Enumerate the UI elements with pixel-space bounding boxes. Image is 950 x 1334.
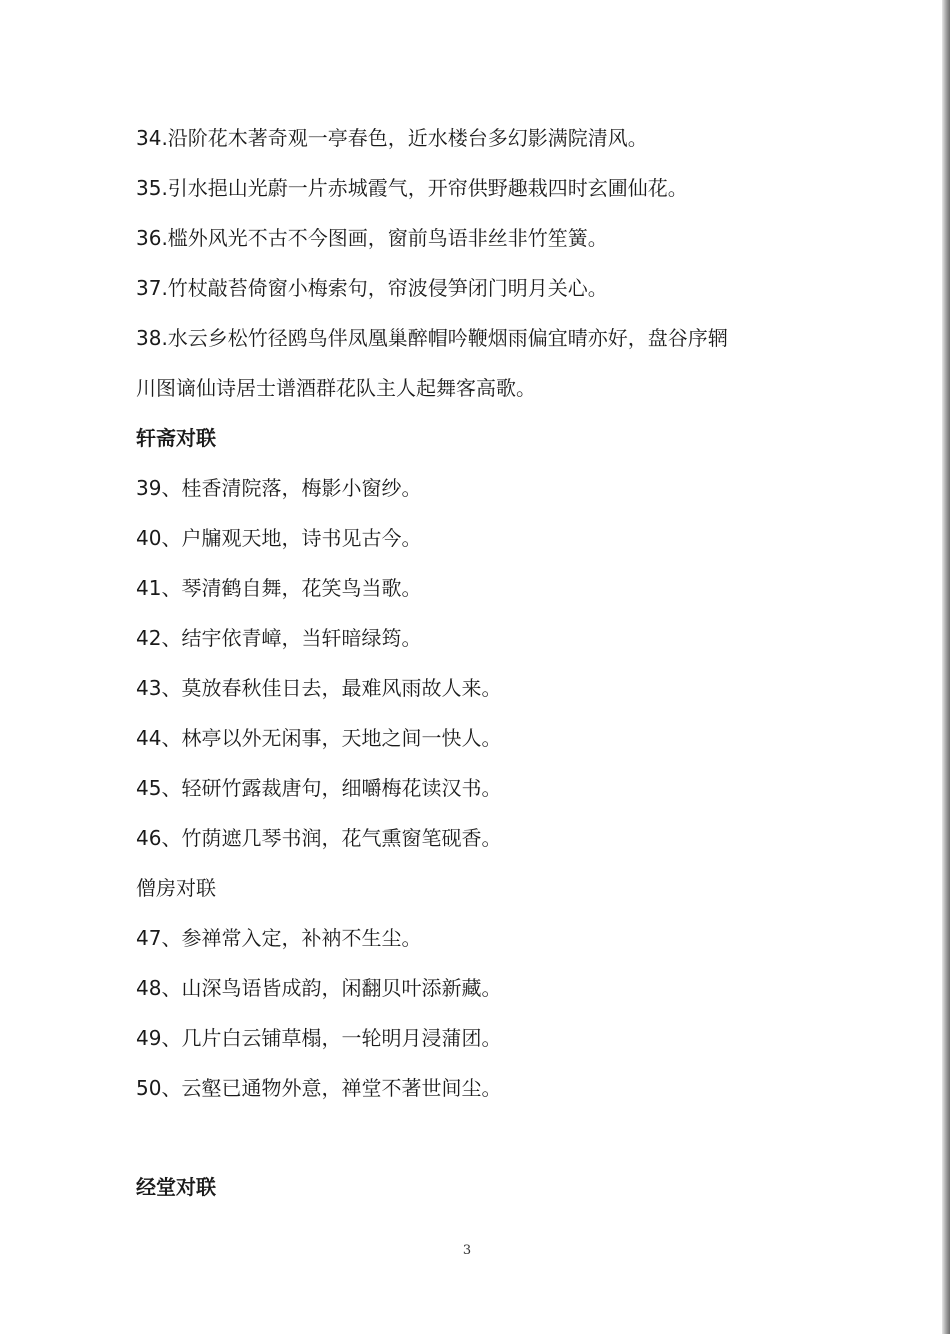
section-heading: 僧房对联	[136, 876, 216, 900]
couplet-line: 41、琴清鹤自舞，花笑鸟当歌。	[136, 576, 422, 600]
couplet-line: 50、云壑已通物外意，禅堂不著世间尘。	[136, 1076, 502, 1100]
couplet-line: 37.竹杖敲苔倚窗小梅索句，帘波侵笋闭门明月关心。	[136, 276, 608, 300]
couplet-line: 34.沿阶花木著奇观一亭春色，近水楼台多幻影满院清风。	[136, 126, 648, 150]
couplet-line: 39、桂香清院落，梅影小窗纱。	[136, 476, 422, 500]
couplet-line: 46、竹荫遮几琴书润，花气熏窗笔砚香。	[136, 826, 502, 850]
section-heading-jingtang: 经堂对联	[136, 1175, 216, 1199]
couplet-line: 43、莫放春秋佳日去，最难风雨故人来。	[136, 676, 502, 700]
couplet-line: 49、几片白云铺草榻，一轮明月浸蒲团。	[136, 1026, 502, 1050]
couplet-line: 川图谪仙诗居士谱酒群花队主人起舞客高歌。	[136, 376, 536, 400]
couplet-line: 48、山深鸟语皆成韵，闲翻贝叶添新藏。	[136, 976, 502, 1000]
spacer	[136, 1113, 836, 1162]
page-content	[136, 113, 836, 1212]
section-heading: 轩斋对联	[136, 426, 216, 450]
couplet-line: 36.槛外风光不古不今图画，窗前鸟语非丝非竹笙簧。	[136, 226, 608, 250]
page-edge-shadow	[942, 0, 950, 1334]
couplet-line: 47、参禅常入定，补衲不生尘。	[136, 926, 422, 950]
couplet-line: 38.水云乡松竹径鸥鸟伴凤凰巢醉帽吟鞭烟雨偏宜晴亦好，盘谷序辋	[136, 326, 728, 350]
couplet-line: 44、林亭以外无闲事，天地之间一快人。	[136, 726, 502, 750]
couplet-line: 42、结宇依青嶂，当轩暗绿筠。	[136, 626, 422, 650]
couplet-line: 35.引水挹山光蔚一片赤城霞气，开帘供野趣栽四时玄圃仙花。	[136, 176, 688, 200]
couplet-line: 40、户牖观天地，诗书见古今。	[136, 526, 422, 550]
page-number: 3	[462, 1243, 472, 1258]
text-lines	[136, 113, 836, 1113]
couplet-line: 45、轻研竹露裁唐句，细嚼梅花读汉书。	[136, 776, 502, 800]
